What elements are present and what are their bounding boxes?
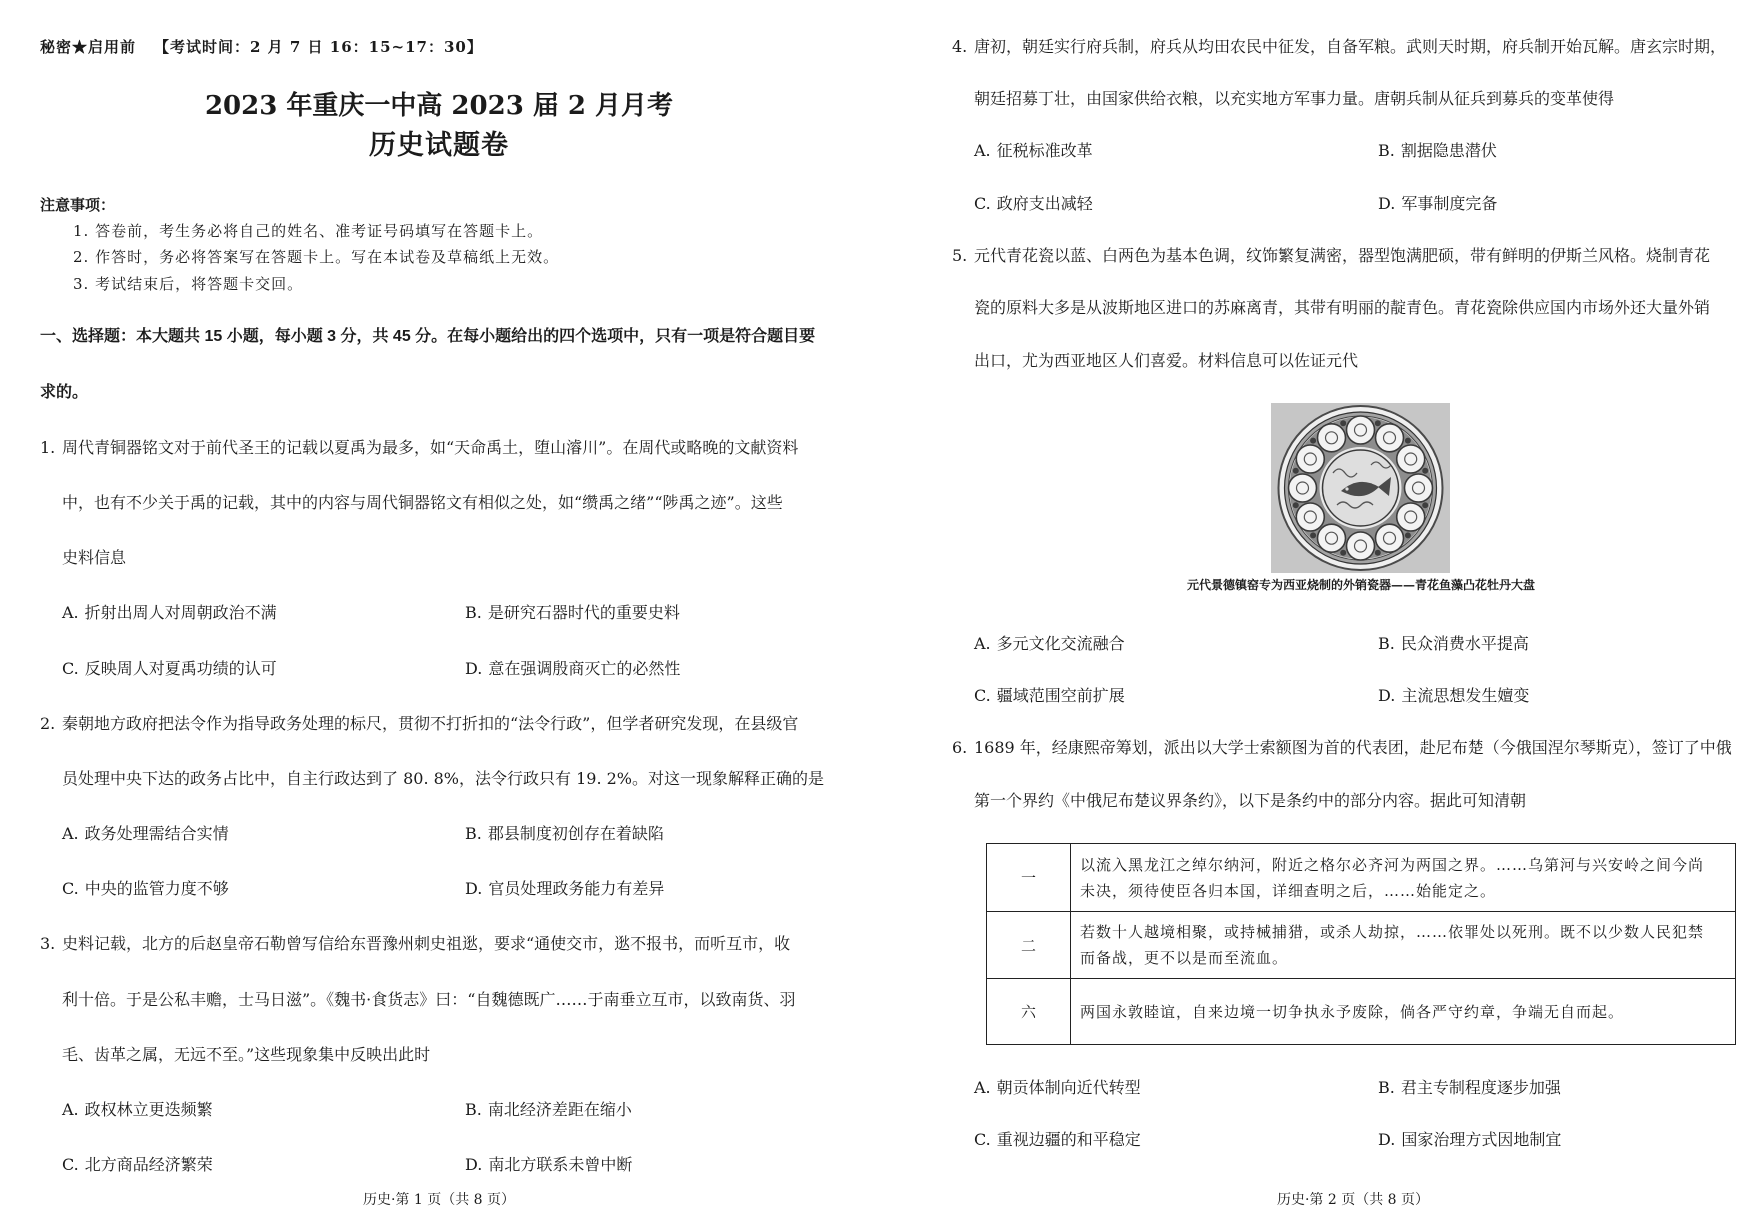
option-label: C.: [62, 1155, 79, 1175]
article-line: 而备战，更不以是而至流血。: [1080, 949, 1289, 967]
option-row: [40, 806, 868, 861]
option-d: [465, 641, 868, 696]
option-label: D.: [1378, 686, 1396, 706]
question-stem-line: 中，也有不少关于禹的记载，其中的内容与周代铜器铭文有相似之处，如“缵禹之绪”“陟禹之迹”。这些: [62, 492, 783, 512]
question-stem-line: 员处理中央下达的政务占比中，自主行政达到了 80. 8%，法令行政只有 19. 2%。对这一现象解释正确的是: [62, 768, 825, 788]
page-footer: 历史·第 1 页（共 8 页）: [362, 1192, 516, 1208]
page-footer: 历史·第 2 页（共 8 页）: [1276, 1192, 1430, 1208]
option-a: [974, 125, 1378, 177]
article-line: 若数十人越境相聚，或持械捕猎，或杀人劫掠，……依罪处以死刑。既不以少数人民犯禁: [1080, 923, 1705, 941]
notice-list: [73, 218, 559, 298]
option-row: [952, 1114, 1756, 1166]
option-text: 割据隐患潜伏: [1400, 141, 1497, 161]
option-row: [952, 125, 1756, 177]
option-b: [1378, 125, 1756, 177]
question-stem-line: [952, 722, 1756, 774]
option-row: [952, 1062, 1756, 1114]
option-text: 多元文化交流融合: [996, 633, 1125, 653]
question-number: 5.: [952, 246, 968, 266]
question-stem-line: 瓷的原料大多是从波斯地区进口的苏麻离青，其带有明丽的靛青色。青花瓷除供应国内市场外还大量外销: [974, 298, 1711, 318]
option-a: [974, 1062, 1378, 1114]
question-text: 秦朝地方政府把法令作为指导政务处理的标尺，贯彻不打折扣的“法令行政”，但学者研究发现，在县级官: [62, 713, 799, 733]
article-text: [1071, 979, 1736, 1045]
option-c: [62, 1137, 465, 1192]
option-text: 民众消费水平提高: [1400, 633, 1529, 653]
option-label: D.: [465, 879, 483, 899]
section-heading-continued: 求的。: [40, 383, 89, 401]
question-number: 3.: [40, 934, 56, 954]
option-c: [974, 1114, 1378, 1166]
question-stem-line: 史料信息: [62, 548, 127, 568]
option-b: [1378, 1062, 1756, 1114]
option-row: [952, 178, 1756, 230]
porcelain-plate-figure: [1271, 403, 1450, 573]
question-text: 周代青铜器铭文对于前代圣王的记载以夏禹为最多，如“天命禹土，堕山濬川”。在周代或略晚的文献资料: [62, 437, 799, 457]
option-label: A.: [974, 1077, 991, 1097]
question-text: 元代青花瓷以蓝、白两色为基本色调，纹饰繁复满密，器型饱满肥硕，带有鲜明的伊斯兰风格。烧制青花: [974, 246, 1711, 266]
option-row: [40, 1082, 868, 1137]
article-number: 二: [987, 912, 1071, 979]
option-label: D.: [1378, 1130, 1396, 1150]
option-d: [1378, 670, 1756, 722]
option-text: 征税标准改革: [996, 141, 1093, 161]
option-label: D.: [465, 658, 483, 678]
option-label: D.: [465, 1155, 483, 1175]
option-text: 朝贡体制向近代转型: [996, 1077, 1141, 1097]
porcelain-plate-image: [1271, 403, 1450, 573]
option-label: A.: [62, 1100, 79, 1120]
option-d: [465, 1137, 868, 1192]
exam-title: 2023 年重庆一中高 2023 届 2 月月考: [204, 91, 674, 121]
option-label: B.: [1378, 141, 1395, 161]
table-row: [987, 912, 1736, 979]
figure-caption: 元代景德镇窑专为西亚烧制的外销瓷器——青花鱼藻凸花牡丹大盘: [1186, 578, 1535, 592]
question-number: 1.: [40, 437, 56, 457]
article-number: 六: [987, 979, 1071, 1045]
option-d: [1378, 1114, 1756, 1166]
exam-page-2: [878, 0, 1756, 1229]
option-d: [465, 861, 868, 916]
option-text: 君主专制程度逐步加强: [1400, 1077, 1561, 1097]
option-c: [974, 178, 1378, 230]
option-b: [465, 585, 868, 640]
option-label: C.: [974, 193, 991, 213]
option-text: 政务处理需结合实情: [84, 824, 229, 844]
option-row: [40, 861, 868, 916]
article-line: 两国永敦睦谊，自来边境一切争执永予废除，倘各严守约章，争端无自而起。: [1080, 1002, 1625, 1021]
option-text: 中央的监管力度不够: [84, 879, 229, 899]
question-number: 6.: [952, 738, 968, 758]
option-label: A.: [62, 603, 79, 623]
option-label: C.: [62, 879, 79, 899]
article-number: 一: [987, 844, 1071, 912]
table-row: [987, 844, 1736, 912]
option-label: B.: [465, 603, 482, 623]
option-text: 疆域范围空前扩展: [996, 686, 1125, 706]
option-label: A.: [974, 141, 991, 161]
notice-item: 3. 考试结束后，将答题卡交回。: [73, 274, 304, 293]
option-label: C.: [974, 686, 991, 706]
option-row: [40, 1137, 868, 1192]
question-stem-line: 第一个界约《中俄尼布楚议界条约》，以下是条约中的部分内容。据此可知清朝: [974, 790, 1527, 810]
option-text: 政府支出减轻: [996, 193, 1093, 213]
option-b: [1378, 618, 1756, 670]
question-number: 4.: [952, 36, 968, 56]
question-3: [40, 916, 868, 1192]
section-heading: 一、选择题：本大题共 15 小题，每小题 3 分，共 45 分。在每小题给出的四个选项中，只有一项是符合题目要: [40, 328, 816, 346]
question-stem-line: 朝廷招募丁壮，由国家供给衣粮，以充实地方军事力量。唐朝兵制从征兵到募兵的变革使得: [974, 89, 1615, 109]
question-5-stem: [952, 230, 1756, 387]
option-label: B.: [465, 1100, 482, 1120]
option-row: [40, 585, 868, 640]
option-text: 南北经济差距在缩小: [487, 1100, 632, 1120]
option-text: 政权林立更迭频繁: [84, 1100, 213, 1120]
option-text: 折射出周人对周朝政治不满: [84, 603, 277, 623]
table-row: [987, 979, 1736, 1045]
question-flow-page-2-top: [952, 21, 1756, 387]
article-line: 未决，须待使臣各归本国，详细查明之后，……始能定之。: [1080, 881, 1497, 900]
question-stem-line: 出口，尤为西亚地区人们喜爱。材料信息可以佐证元代: [974, 350, 1359, 370]
question-stem-line: 毛、齿革之属，无远不至。”这些现象集中反映出此时: [62, 1044, 431, 1064]
notice-item: 2. 作答时，务必将答案写在答题卡上。写在本试卷及草稿纸上无效。: [73, 248, 560, 267]
question-stem-line: 利十倍。于是公私丰赡，士马日滋”。《魏书·食货志》曰：“自魏德既广……于南垂立互市，以致南货、羽: [62, 989, 796, 1009]
question-text: 史料记载，北方的后赵皇帝石勒曾写信给东晋豫州刺史祖逖，要求“通使交市，逖不报书，而听互市，收: [62, 934, 791, 954]
article-line: 以流入黑龙江之绰尔纳河，附近之格尔必齐河为两国之界。……乌第河与兴安岭之间今尚: [1080, 855, 1705, 874]
notice-heading: 注意事项：: [40, 196, 116, 214]
question-number: 2.: [40, 713, 56, 733]
option-text: 主流思想发生嬗变: [1401, 686, 1530, 706]
question-5-options: [952, 618, 1756, 723]
question-stem-line: [40, 420, 868, 475]
question-stem-line: [40, 696, 868, 751]
question-flow-page-2-middle: [952, 618, 1756, 827]
option-text: 是研究石器时代的重要史料: [487, 603, 680, 623]
question-2: [40, 696, 868, 917]
option-c: [974, 670, 1378, 722]
question-1: [40, 420, 868, 696]
option-text: 郡县制度初创存在着缺陷: [487, 824, 664, 844]
question-stem-line: [952, 230, 1756, 282]
option-text: 反映周人对夏禹功绩的认可: [84, 658, 277, 678]
question-text: 唐初，朝廷实行府兵制，府兵从均田农民中征发，自备军粮。武则天时期，府兵制开始瓦解。唐玄宗时期，: [974, 36, 1727, 56]
option-label: B.: [1378, 633, 1395, 653]
exam-header: [40, 37, 483, 57]
option-label: C.: [62, 658, 79, 678]
option-text: 国家治理方式因地制宜: [1401, 1130, 1562, 1150]
option-c: [62, 861, 465, 916]
option-c: [62, 641, 465, 696]
confidential-label: 秘密★启用前: [40, 38, 137, 56]
option-text: 重视边疆的和平稳定: [996, 1130, 1141, 1150]
option-label: A.: [974, 633, 991, 653]
option-a: [62, 1082, 465, 1137]
option-d: [1378, 178, 1756, 230]
option-text: 南北方联系未曾中断: [488, 1155, 633, 1175]
option-text: 军事制度完备: [1401, 193, 1498, 213]
option-row: [40, 641, 868, 696]
article-text: [1071, 912, 1736, 979]
option-text: 意在强调殷商灭亡的必然性: [488, 658, 681, 678]
question-text: 1689 年，经康熙帝筹划，派出以大学士索额图为首的代表团，赴尼布楚（今俄国涅尔琴斯克），签订了中俄: [974, 738, 1732, 758]
option-a: [62, 585, 465, 640]
option-text: 北方商品经济繁荣: [84, 1155, 213, 1175]
option-row: [952, 618, 1756, 670]
option-label: B.: [1378, 1077, 1395, 1097]
option-a: [62, 806, 465, 861]
question-stem-line: [952, 21, 1756, 73]
option-b: [465, 806, 868, 861]
exam-subtitle: 历史试题卷: [369, 130, 509, 161]
article-text: [1071, 844, 1736, 912]
option-label: A.: [62, 824, 79, 844]
exam-time: 【考试时间：2 月 7 日 16：15~17：30】: [154, 38, 483, 56]
question-6-stem: [952, 722, 1756, 827]
option-b: [465, 1082, 868, 1137]
option-text: 官员处理政务能力有差异: [488, 879, 665, 899]
option-row: [952, 670, 1756, 722]
option-label: D.: [1378, 193, 1396, 213]
option-label: C.: [974, 1130, 991, 1150]
option-label: B.: [465, 824, 482, 844]
question-4: [952, 21, 1756, 230]
treaty-excerpt-table: [986, 843, 1736, 1045]
question-flow-page-1: [40, 309, 868, 1192]
question-flow-page-2-bottom: [952, 1062, 1756, 1167]
notice-item: 1. 答卷前，考生务必将自己的姓名、准考证号码填写在答题卡上。: [73, 221, 544, 240]
question-6-options: [952, 1062, 1756, 1167]
question-stem-line: [40, 916, 868, 971]
option-a: [974, 618, 1378, 670]
